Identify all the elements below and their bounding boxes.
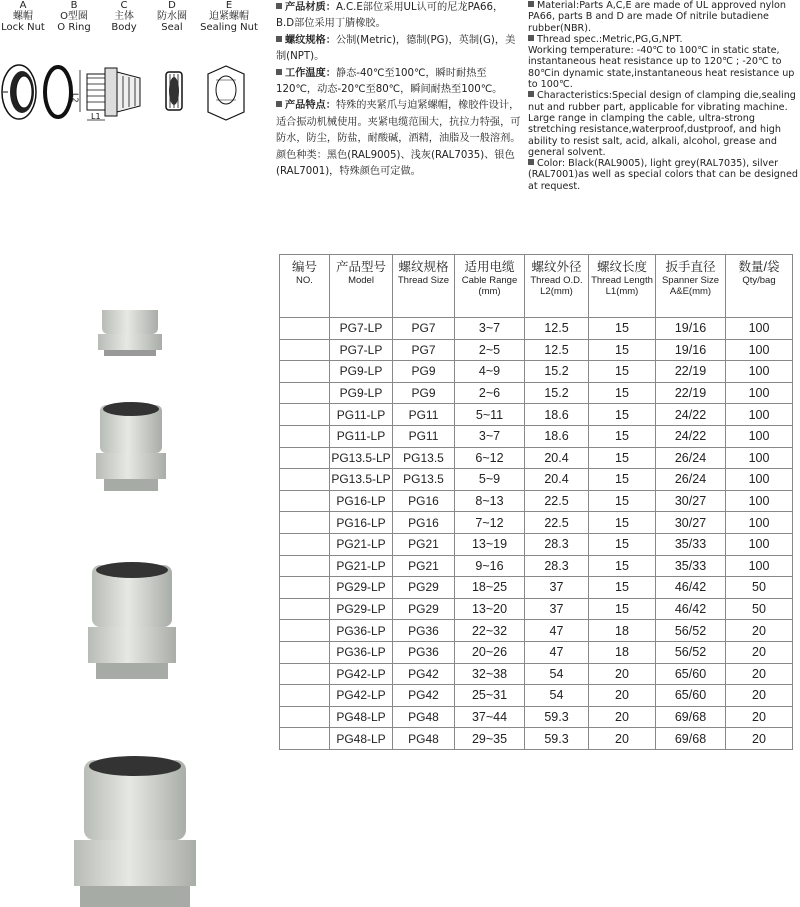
cell-spanner-size: 26/24 <box>656 447 726 469</box>
cell-qty: 20 <box>726 641 793 663</box>
cell-qty: 50 <box>726 577 793 599</box>
table-row <box>280 447 793 469</box>
spec-table <box>279 254 793 750</box>
cell-qty: 100 <box>726 318 793 340</box>
cell-thread-size: PG11 <box>393 404 455 426</box>
cell-thread-od: 18.6 <box>525 404 589 426</box>
sealing-nut-drawing <box>208 66 244 120</box>
table-body <box>280 318 793 750</box>
cell-model: PG7-LP <box>330 339 393 361</box>
header-no: 编号 NO. <box>280 255 330 318</box>
cell-cable-range: 6~12 <box>455 447 525 469</box>
part-en: Seal <box>161 22 183 33</box>
cell-no <box>280 663 330 685</box>
cell-cable-range: 13~19 <box>455 533 525 555</box>
cell-model: PG7-LP <box>330 318 393 340</box>
part-letter: A <box>19 0 27 11</box>
product-photos <box>70 310 200 907</box>
header-model: 产品型号 Model <box>330 255 393 318</box>
cell-no <box>280 469 330 491</box>
cell-qty: 100 <box>726 425 793 447</box>
gland-photo-xlarge <box>74 756 196 907</box>
part-en: Lock Nut <box>1 22 45 33</box>
part-zh: 螺帽 <box>13 11 33 22</box>
cell-model: PG9-LP <box>330 361 393 383</box>
characteristics-en: Characteristics:Special design of clamping die,sealing nut and rubber part, applicable for vibrating machine. Large range in clamping the cable, ultra-strong stretching resistance,waterproof,dustproof, and high ability to resist salt, acid, alkali, alcohol, grease and general solvent. <box>528 90 796 158</box>
table-row <box>280 598 793 620</box>
cell-model: PG29-LP <box>330 598 393 620</box>
cell-qty: 100 <box>726 447 793 469</box>
cell-spanner-size: 69/68 <box>656 706 726 728</box>
cell-model: PG21-LP <box>330 533 393 555</box>
cell-thread-length: 15 <box>589 318 656 340</box>
cell-spanner-size: 22/19 <box>656 382 726 404</box>
cell-model: PG48-LP <box>330 728 393 750</box>
cell-thread-od: 12.5 <box>525 339 589 361</box>
cell-no <box>280 577 330 599</box>
cell-model: PG9-LP <box>330 382 393 404</box>
cell-thread-size: PG36 <box>393 620 455 642</box>
cell-cable-range: 18~25 <box>455 577 525 599</box>
cell-thread-od: 15.2 <box>525 361 589 383</box>
color-en: Color: Black(RAL9005), light grey(RAL7035), silver (RAL7001)as well as special colors that can be designed at request. <box>528 158 798 192</box>
l2-label: L2 <box>70 93 80 103</box>
cell-thread-length: 18 <box>589 620 656 642</box>
table-row <box>280 490 793 512</box>
cell-no <box>280 641 330 663</box>
cell-cable-range: 3~7 <box>455 425 525 447</box>
cell-spanner-size: 19/16 <box>656 339 726 361</box>
cell-cable-range: 8~13 <box>455 490 525 512</box>
table-row <box>280 382 793 404</box>
lock-nut-drawing <box>2 65 36 119</box>
cell-thread-od: 59.3 <box>525 728 589 750</box>
cell-thread-length: 15 <box>589 469 656 491</box>
cell-thread-od: 22.5 <box>525 490 589 512</box>
cell-thread-od: 37 <box>525 577 589 599</box>
cell-no <box>280 361 330 383</box>
table-row <box>280 620 793 642</box>
cell-qty: 50 <box>726 598 793 620</box>
cell-qty: 20 <box>726 620 793 642</box>
part-zh: 防水圈 <box>157 11 187 22</box>
cell-cable-range: 3~7 <box>455 318 525 340</box>
feature-cn: 产品特点：特殊的夹紧爪与迫紧螺帽，橡胶件设计，适合振动机械使用。夹紧电缆范围大，抗拉力特强，可防水，防尘，防盐，耐酸碱，酒精，油脂及一般溶剂。 <box>276 100 521 145</box>
cell-thread-od: 47 <box>525 620 589 642</box>
cell-thread-length: 20 <box>589 663 656 685</box>
cell-spanner-size: 19/16 <box>656 318 726 340</box>
cell-thread-length: 15 <box>589 598 656 620</box>
cell-spanner-size: 22/19 <box>656 361 726 383</box>
cell-cable-range: 37~44 <box>455 706 525 728</box>
cell-thread-size: PG42 <box>393 663 455 685</box>
cell-model: PG11-LP <box>330 404 393 426</box>
cell-no <box>280 318 330 340</box>
cell-cable-range: 20~26 <box>455 641 525 663</box>
cell-thread-length: 15 <box>589 447 656 469</box>
cell-thread-size: PG11 <box>393 425 455 447</box>
cell-no <box>280 339 330 361</box>
cell-thread-length: 15 <box>589 361 656 383</box>
cell-no <box>280 404 330 426</box>
cell-qty: 100 <box>726 404 793 426</box>
cell-qty: 100 <box>726 339 793 361</box>
cell-no <box>280 447 330 469</box>
cell-thread-size: PG48 <box>393 728 455 750</box>
gland-photo-large <box>88 562 176 679</box>
cell-cable-range: 9~16 <box>455 555 525 577</box>
cell-spanner-size: 24/22 <box>656 404 726 426</box>
cell-thread-od: 28.3 <box>525 555 589 577</box>
table-row <box>280 533 793 555</box>
table-row <box>280 577 793 599</box>
table-row <box>280 706 793 728</box>
cell-spanner-size: 24/22 <box>656 425 726 447</box>
specs-english <box>528 0 800 192</box>
cell-cable-range: 2~5 <box>455 339 525 361</box>
cell-qty: 20 <box>726 685 793 707</box>
cell-qty: 100 <box>726 555 793 577</box>
table-header-row <box>280 255 793 318</box>
gland-photo-small <box>98 310 162 356</box>
cell-spanner-size: 30/27 <box>656 490 726 512</box>
cell-spanner-size: 69/68 <box>656 728 726 750</box>
cell-qty: 100 <box>726 469 793 491</box>
cell-model: PG36-LP <box>330 620 393 642</box>
cell-spanner-size: 65/60 <box>656 685 726 707</box>
table-row <box>280 469 793 491</box>
cell-thread-od: 20.4 <box>525 447 589 469</box>
body-drawing <box>71 68 141 121</box>
header-cable-range: 适用电缆 Cable Range (mm) <box>455 255 525 318</box>
cell-qty: 100 <box>726 512 793 534</box>
table-row <box>280 685 793 707</box>
part-en: Sealing Nut <box>200 22 258 33</box>
thread-cn: 螺纹规格：公制(Metric)，德制(PG)，英制(G)，美制(NPT)。 <box>276 34 516 63</box>
header-thread-length: 螺纹长度 Thread Length L1(mm) <box>589 255 656 318</box>
cell-no <box>280 425 330 447</box>
temp-cn: 工作温度：静态-40℃至100℃，瞬时耐热至120℃，动态-20℃至80℃，瞬间耐热至100℃。 <box>276 67 503 96</box>
cell-no <box>280 598 330 620</box>
table-row <box>280 512 793 534</box>
table-row <box>280 555 793 577</box>
cell-thread-length: 20 <box>589 728 656 750</box>
cell-spanner-size: 56/52 <box>656 620 726 642</box>
part-letter: B <box>70 0 78 11</box>
cell-thread-od: 37 <box>525 598 589 620</box>
cell-spanner-size: 26/24 <box>656 469 726 491</box>
cell-spanner-size: 35/33 <box>656 555 726 577</box>
part-en: Body <box>111 22 137 33</box>
cell-cable-range: 32~38 <box>455 663 525 685</box>
table-row <box>280 641 793 663</box>
header-spanner-size: 扳手直径 Spanner Size A&E(mm) <box>656 255 726 318</box>
cell-thread-size: PG42 <box>393 685 455 707</box>
cell-thread-size: PG16 <box>393 512 455 534</box>
cell-model: PG13.5-LP <box>330 469 393 491</box>
cell-cable-range: 5~9 <box>455 469 525 491</box>
cell-cable-range: 7~12 <box>455 512 525 534</box>
cell-qty: 20 <box>726 663 793 685</box>
cell-thread-size: PG7 <box>393 339 455 361</box>
thread-en: Thread spec.:Metric,PG,G,NPT. <box>528 34 800 45</box>
cell-spanner-size: 56/52 <box>656 641 726 663</box>
cell-model: PG48-LP <box>330 706 393 728</box>
cell-thread-length: 18 <box>589 641 656 663</box>
header-qty: 数量/袋 Qty/bag <box>726 255 793 318</box>
material-en: Material:Parts A,C,E are made of UL approved nylon PA66, parts B and D are made Of nitrile butadiene rubber(NBR). <box>528 0 786 34</box>
specs-chinese <box>276 0 521 180</box>
cell-cable-range: 13~20 <box>455 598 525 620</box>
cell-model: PG13.5-LP <box>330 447 393 469</box>
cell-thread-size: PG36 <box>393 641 455 663</box>
temp-en: Working temperature: -40℃ to 100℃ in static state, instantaneous heat resistance up to 120℃ ; -20℃ to 80℃in dynamic state,instantaneous heat resistance up to 100℃. <box>528 45 795 91</box>
cell-thread-size: PG48 <box>393 706 455 728</box>
cell-model: PG21-LP <box>330 555 393 577</box>
cell-thread-length: 15 <box>589 382 656 404</box>
cell-cable-range: 29~35 <box>455 728 525 750</box>
cell-thread-length: 15 <box>589 339 656 361</box>
cell-no <box>280 706 330 728</box>
cell-no <box>280 490 330 512</box>
cell-cable-range: 25~31 <box>455 685 525 707</box>
cell-thread-od: 15.2 <box>525 382 589 404</box>
cell-qty: 20 <box>726 706 793 728</box>
cell-cable-range: 5~11 <box>455 404 525 426</box>
cell-thread-size: PG13.5 <box>393 469 455 491</box>
cell-no <box>280 685 330 707</box>
part-en: O Ring <box>57 22 91 33</box>
cell-no <box>280 382 330 404</box>
table-row <box>280 663 793 685</box>
cell-cable-range: 4~9 <box>455 361 525 383</box>
cell-model: PG42-LP <box>330 663 393 685</box>
table-row <box>280 404 793 426</box>
cell-model: PG29-LP <box>330 577 393 599</box>
cell-model: PG16-LP <box>330 512 393 534</box>
gland-photo-medium <box>96 402 166 491</box>
o-ring-drawing <box>45 67 71 117</box>
cell-thread-od: 20.4 <box>525 469 589 491</box>
cell-thread-od: 59.3 <box>525 706 589 728</box>
cell-thread-od: 22.5 <box>525 512 589 534</box>
cell-thread-length: 20 <box>589 706 656 728</box>
cell-thread-size: PG7 <box>393 318 455 340</box>
table-row <box>280 318 793 340</box>
cell-thread-size: PG29 <box>393 577 455 599</box>
cell-thread-length: 20 <box>589 685 656 707</box>
cell-thread-length: 15 <box>589 533 656 555</box>
cell-no <box>280 728 330 750</box>
cell-thread-od: 54 <box>525 663 589 685</box>
part-letter: D <box>168 0 176 11</box>
cell-thread-od: 18.6 <box>525 425 589 447</box>
material-cn: 产品材质：A.C.E部位采用UL认可的尼龙PA66，B.D部位采用丁腈橡胶。 <box>276 2 504 30</box>
cell-thread-length: 15 <box>589 404 656 426</box>
cell-spanner-size: 35/33 <box>656 533 726 555</box>
part-zh: 迫紧螺帽 <box>209 11 249 22</box>
cell-qty: 20 <box>726 728 793 750</box>
cell-no <box>280 533 330 555</box>
cell-thread-length: 15 <box>589 577 656 599</box>
cell-thread-size: PG16 <box>393 490 455 512</box>
cell-spanner-size: 46/42 <box>656 598 726 620</box>
seal-drawing <box>166 72 182 110</box>
cell-spanner-size: 46/42 <box>656 577 726 599</box>
cell-qty: 100 <box>726 533 793 555</box>
cell-no <box>280 512 330 534</box>
cell-thread-od: 54 <box>525 685 589 707</box>
cell-model: PG42-LP <box>330 685 393 707</box>
cell-model: PG16-LP <box>330 490 393 512</box>
table-row <box>280 425 793 447</box>
part-letter: C <box>120 0 128 11</box>
table-row <box>280 728 793 750</box>
cell-thread-size: PG21 <box>393 533 455 555</box>
cell-thread-size: PG9 <box>393 382 455 404</box>
cell-no <box>280 620 330 642</box>
parts-diagram <box>0 0 262 140</box>
l1-label: L1 <box>91 112 101 121</box>
cell-thread-size: PG9 <box>393 361 455 383</box>
cell-qty: 100 <box>726 361 793 383</box>
header-thread-size: 螺纹规格 Thread Size <box>393 255 455 318</box>
cell-thread-od: 28.3 <box>525 533 589 555</box>
part-zh: 主体 <box>114 11 134 22</box>
cell-model: PG11-LP <box>330 425 393 447</box>
cell-thread-od: 47 <box>525 641 589 663</box>
cell-thread-size: PG29 <box>393 598 455 620</box>
cell-thread-od: 12.5 <box>525 318 589 340</box>
table-row <box>280 339 793 361</box>
cell-thread-length: 15 <box>589 555 656 577</box>
parts-drawing <box>0 0 262 140</box>
header-thread-od: 螺纹外径 Thread O.D. L2(mm) <box>525 255 589 318</box>
cell-thread-length: 15 <box>589 425 656 447</box>
table-row <box>280 361 793 383</box>
cell-thread-size: PG13.5 <box>393 447 455 469</box>
cell-thread-length: 15 <box>589 512 656 534</box>
cell-model: PG36-LP <box>330 641 393 663</box>
cell-spanner-size: 30/27 <box>656 512 726 534</box>
cell-cable-range: 2~6 <box>455 382 525 404</box>
cell-spanner-size: 65/60 <box>656 663 726 685</box>
color-cn: 颜色种类：黑色(RAL9005)、浅灰(RAL7035)、银色(RAL7001)，特殊颜色可定做。 <box>276 149 515 178</box>
cell-no <box>280 555 330 577</box>
cell-qty: 100 <box>726 490 793 512</box>
cell-qty: 100 <box>726 382 793 404</box>
cell-cable-range: 22~32 <box>455 620 525 642</box>
cell-thread-size: PG21 <box>393 555 455 577</box>
part-zh: O型圈 <box>60 11 88 22</box>
part-letter: E <box>225 0 233 11</box>
cell-thread-length: 15 <box>589 490 656 512</box>
